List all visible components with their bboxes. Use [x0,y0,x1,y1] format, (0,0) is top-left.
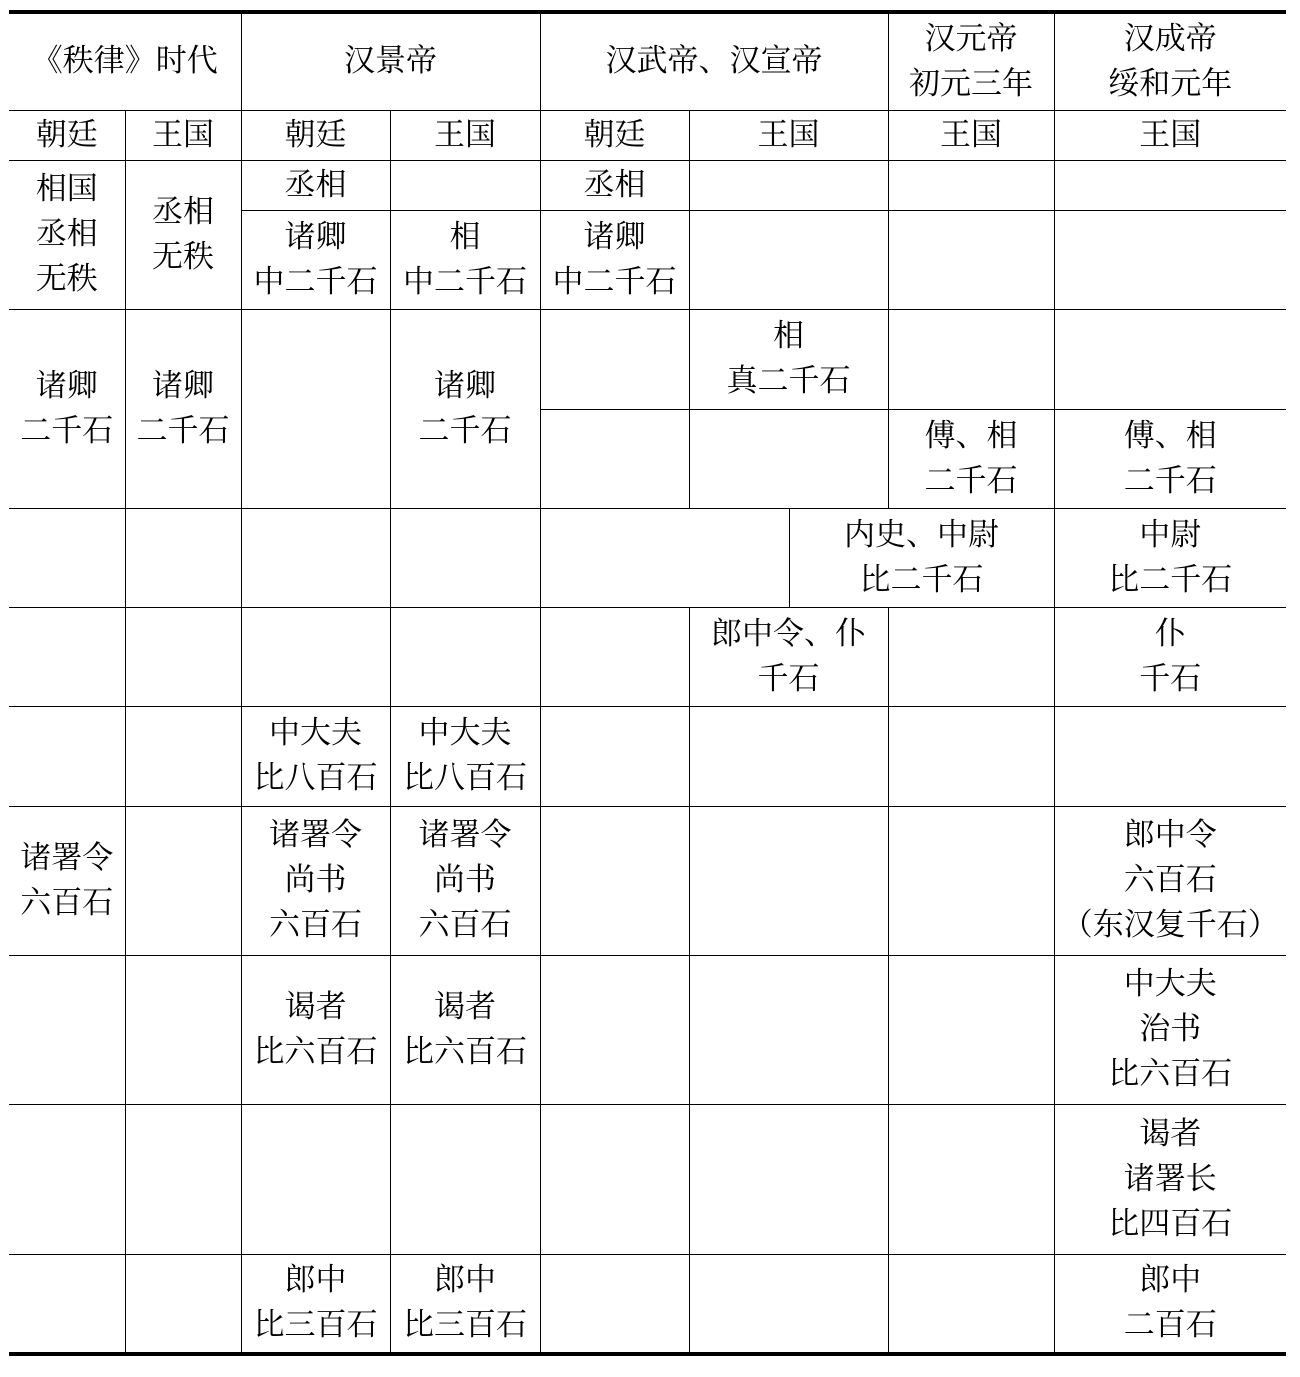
cell-jingdi-court-ministers [241,210,390,309]
cell-jingdi-court-chancellor: 丞相 [241,160,390,210]
sub-jingdi-kingdom: 王国 [390,110,540,160]
cell-line: 无秩 [152,238,214,275]
cell-line: 千石 [757,660,820,697]
empty-cell [390,1104,540,1254]
empty-cell [540,607,689,706]
sub-zhilv-kingdom: 王国 [125,110,241,160]
header-yuandi [888,12,1054,110]
cell-line: 诸署令 [269,817,362,853]
cell-line: 诸卿 [434,367,496,404]
cell-wudi-court-ministers [540,210,689,309]
cell-line: 相国 [35,171,98,207]
cell-line: 治书 [1139,1011,1202,1047]
cell-line: 郎中令 [1123,817,1217,853]
table-row [9,607,1286,706]
header-wudi-xuandi: 汉武帝、汉宣帝 [540,12,888,110]
header-yuandi-line1: 汉元帝 [924,20,1018,57]
cell-chengdi-langzhong [1054,1254,1286,1354]
empty-cell [689,160,888,210]
cell-line: 比三百石 [253,1307,378,1344]
cell-chengdi-yezhe-shuzhang [1054,1104,1286,1254]
table-row [9,1104,1286,1254]
cell-zhilv-court-shuling [9,806,125,955]
table-row [9,706,1286,806]
empty-cell [9,1254,125,1354]
cell-line: 二千石 [418,412,512,449]
table-row [9,160,1286,210]
table-row [9,508,1286,607]
cell-line: 比八百石 [403,760,527,796]
cell-yuandi-fu-xiang [888,409,1054,508]
empty-cell [9,955,125,1104]
cell-line: 谒者 [1139,1115,1202,1152]
header-chengdi [1054,12,1286,110]
header-chengdi-line2: 绥和元年 [1108,65,1233,102]
empty-cell [888,309,1054,409]
cell-chengdi-pu [1054,607,1286,706]
empty-cell [241,1104,390,1254]
cell-line: 二百石 [1123,1307,1217,1344]
cell-jingdi-court-langzhong [241,1254,390,1354]
empty-cell [540,1254,689,1354]
header-zhilv-era: 《秩律》时代 [9,12,241,110]
empty-cell [125,508,241,607]
cell-line: 二千石 [20,412,114,449]
empty-cell [689,955,888,1104]
empty-cell [689,806,888,955]
empty-cell [241,309,390,508]
cell-jingdi-kingdom-dafu [390,706,540,806]
cell-line: 真二千石 [726,363,851,399]
empty-cell [888,160,1054,210]
empty-cell [390,607,540,706]
cell-jingdi-kingdom-xiang [390,210,540,309]
cell-zhilv-kingdom-ministers [125,309,241,508]
cell-chengdi-zhongwei [1054,508,1286,607]
cell-jingdi-kingdom-ministers [390,309,540,508]
cell-line: 郎中 [284,1262,347,1299]
cell-line: 比六百石 [253,1033,378,1070]
cell-line: 比六百石 [1108,1056,1233,1092]
empty-cell [540,955,689,1104]
empty-cell [689,409,888,508]
sub-wudi-kingdom: 王国 [689,110,888,160]
cell-line: 诸卿 [152,367,214,404]
empty-cell [689,706,888,806]
empty-cell [540,706,689,806]
empty-cell [689,1104,888,1254]
empty-cell [125,1104,241,1254]
cell-line: 丞相 [152,193,214,230]
cell-line: 郎中 [434,1262,496,1299]
cell-wudi-kingdom-langzhongling [689,607,888,706]
cell-zhilv-kingdom-top [125,160,241,309]
cell-line: 丞相 [35,216,98,252]
cell-wudi-yuandi-neishi [789,508,1054,607]
cell-wudi-court-chancellor: 丞相 [540,160,689,210]
empty-cell [540,508,789,607]
empty-cell [689,1254,888,1354]
cell-chengdi-langzhongling [1054,806,1286,955]
cell-line: 二千石 [1123,462,1217,499]
empty-cell [390,508,540,607]
table-row [9,806,1286,955]
cell-line: 二千石 [136,412,230,449]
table-row [9,955,1286,1104]
era-header-row [9,12,1286,110]
cell-jingdi-court-shuling [241,806,390,955]
cell-jingdi-kingdom-langzhong [390,1254,540,1354]
empty-cell [888,1104,1054,1254]
cell-line: 诸卿 [35,367,98,404]
empty-cell [9,508,125,607]
cell-line: 内史、中尉 [844,516,1000,553]
cell-line: 诸卿 [583,218,646,255]
cell-line: 六百石 [269,907,362,943]
cell-chengdi-fu-xiang [1054,409,1286,508]
cell-wudi-kingdom-xiang [689,309,888,409]
header-yuandi-line2: 初元三年 [909,65,1034,102]
cell-line: 仆 [1154,615,1186,652]
empty-cell [125,1254,241,1354]
cell-line: 比二千石 [1108,561,1233,598]
cell-line: 傅、相 [1123,417,1217,454]
cell-jingdi-court-yezhe [241,955,390,1104]
sub-zhilv-court: 朝廷 [9,110,125,160]
cell-line: 中二千石 [253,263,378,300]
cell-line: 相 [773,318,805,354]
cell-line: 比二千石 [859,561,984,598]
header-jingdi: 汉景帝 [241,12,540,110]
cell-line: 二千石 [924,462,1018,499]
rank-comparison-table [9,10,1286,1356]
cell-line: 无秩 [35,261,98,297]
cell-zhilv-court-top [9,160,125,309]
cell-line: 千石 [1139,660,1202,697]
cell-line: （东汉复千石） [1061,907,1279,943]
empty-cell [540,806,689,955]
cell-line: 诸署令 [20,839,114,876]
cell-line: 六百石 [1123,862,1217,898]
cell-line: 比八百石 [253,760,378,796]
cell-line: 谒者 [284,988,347,1025]
empty-cell [540,1104,689,1254]
empty-cell [540,409,689,508]
empty-cell [1054,160,1286,210]
table-row [9,1254,1286,1354]
empty-cell [125,955,241,1104]
empty-cell [390,160,540,210]
sub-yuandi-kingdom: 王国 [888,110,1054,160]
cell-line: 中大夫 [418,715,512,751]
empty-cell [689,210,888,309]
empty-cell [9,706,125,806]
cell-line: 诸署令 [418,817,512,853]
subheader-row [9,110,1286,160]
cell-line: 中二千石 [552,263,677,300]
cell-line: 中尉 [1139,516,1202,553]
header-chengdi-line1: 汉成帝 [1123,20,1217,57]
cell-jingdi-court-dafu [241,706,390,806]
empty-cell [1054,210,1286,309]
sub-chengdi-kingdom: 王国 [1054,110,1286,160]
empty-cell [9,1104,125,1254]
empty-cell [888,706,1054,806]
cell-line: 中二千石 [403,263,527,300]
cell-line: 尚书 [284,862,347,898]
cell-line: 六百石 [20,884,114,921]
empty-cell [540,309,689,409]
empty-cell [888,806,1054,955]
cell-line: 诸卿 [284,218,347,255]
empty-cell [125,607,241,706]
cell-chengdi-dafu-zhishu [1054,955,1286,1104]
empty-cell [9,607,125,706]
cell-line: 傅、相 [924,417,1018,454]
empty-cell [888,955,1054,1104]
empty-cell [888,1254,1054,1354]
empty-cell [888,607,1054,706]
empty-cell [888,210,1054,309]
table-row [9,309,1286,409]
cell-line: 中大夫 [1123,966,1217,1002]
empty-cell [125,806,241,955]
empty-cell [241,508,390,607]
empty-cell [1054,706,1286,806]
empty-cell [1054,309,1286,409]
cell-line: 中大夫 [269,715,362,751]
cell-jingdi-kingdom-yezhe [390,955,540,1104]
empty-cell [241,607,390,706]
cell-jingdi-kingdom-shuling [390,806,540,955]
cell-line: 谒者 [434,988,496,1025]
sub-jingdi-court: 朝廷 [241,110,390,160]
cell-line: 诸署长 [1123,1160,1217,1197]
empty-cell [125,706,241,806]
cell-line: 比三百石 [403,1307,527,1344]
sub-wudi-court: 朝廷 [540,110,689,160]
cell-zhilv-court-ministers [9,309,125,508]
cell-line: 尚书 [434,862,496,898]
cell-line: 六百石 [418,907,512,943]
cell-line: 郎中 [1139,1262,1202,1299]
cell-line: 比六百石 [403,1033,527,1070]
cell-line: 相 [449,218,481,255]
cell-line: 郎中令、仆 [711,615,867,652]
cell-line: 比四百石 [1108,1205,1233,1242]
